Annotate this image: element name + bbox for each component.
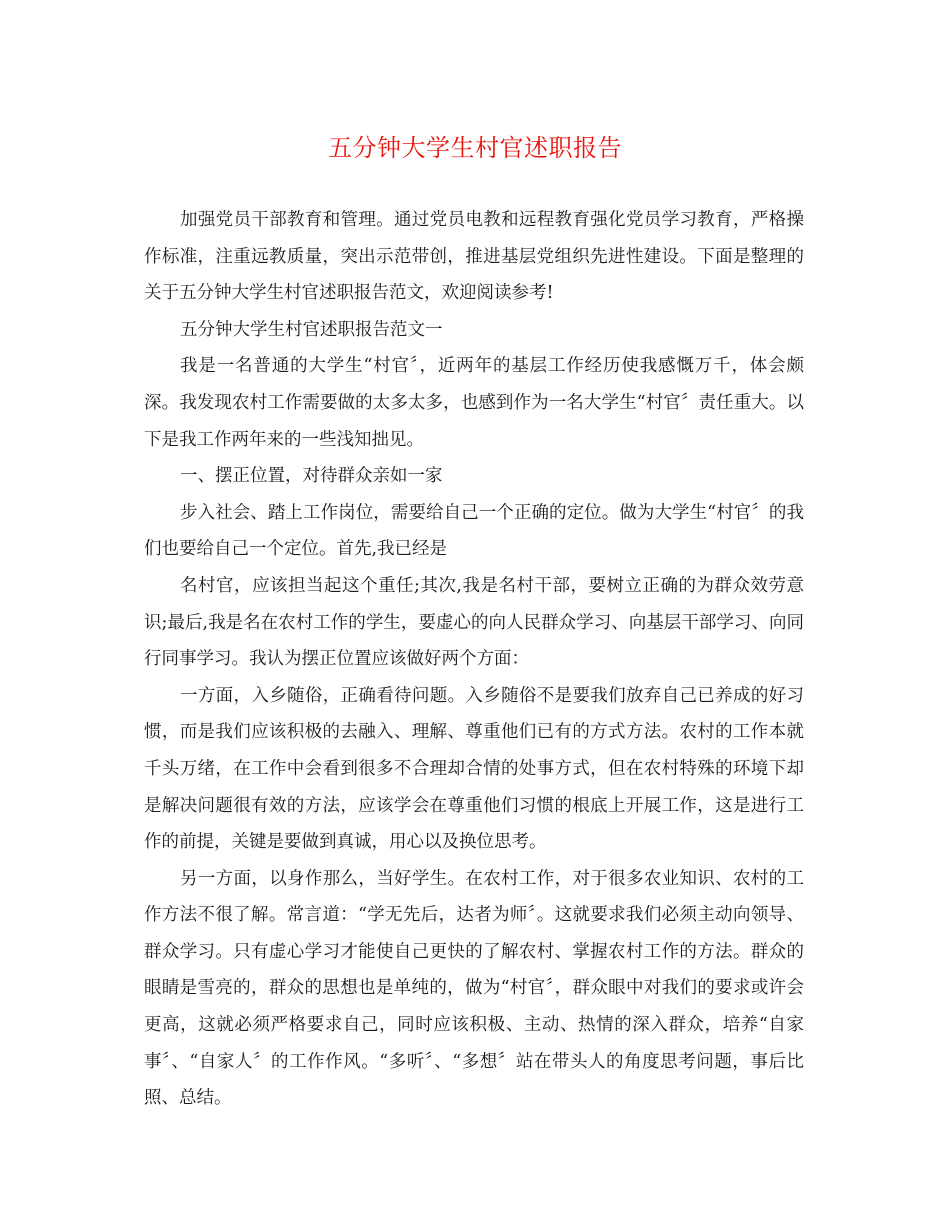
body-paragraph: 步入社会、踏上工作岗位，需要给自己一个正确的定位。做为大学生“村官〞的我们也要给自己一个定位。首先,我已经是	[144, 502, 804, 560]
intro-paragraph: 加强党员干部教育和管理。通过党员电教和远程教育强化党员学习教育，严格操作标准，注重远教质量，突出示范带创，推进基层党组织先进性建设。下面是整理的关于五分钟大学生村官述职报告范文，欢迎阅读参考!	[144, 210, 804, 304]
subsection-heading: 一、摆正位置，对待群众亲如一家	[180, 466, 443, 487]
section-heading: 五分钟大学生村官述职报告范文一	[180, 319, 443, 340]
document-body	[144, 202, 804, 1117]
body-paragraph: 一方面，入乡随俗，正确看待问题。入乡随俗不是要我们放弃自己已养成的好习惯，而是我们应该积极的去融入、理解、尊重他们已有的方式方法。农村的工作本就千头万绪，在工作中会看到很多不合理却合情的处事方式，但在农村特殊的环境下却是解决问题很有效的方法，应该学会在尊重他们习惯的根底上开展工作，这是进行工作的前提，关键是要做到真诚，用心以及换位思考。	[144, 685, 804, 853]
body-paragraph: 另一方面，以身作那么，当好学生。在农村工作，对于很多农业知识、农村的工作方法不很了解。常言道：“学无先后，达者为师〞。这就要求我们必须主动向领导、群众学习。只有虚心学习才能使自己更快的了解农村、掌握农村工作的方法。群众的眼睛是雪亮的，群众的思想也是单纯的，做为“村官〞，群众眼中对我们的要求或许会更高，这就必须严格要求自己，同时应该积极、主动、热情的深入群众，培养“自家事〞、“自家人〞的工作作风。“多听〞、“多想〞站在带头人的角度思考问题，事后比照、总结。	[144, 868, 804, 1109]
body-paragraph: 名村官，应该担当起这个重任;其次,我是名村干部，要树立正确的为群众效劳意识;最后,我是名在农村工作的学生，要虚心的向人民群众学习、向基层干部学习、向同行同事学习。我认为摆正位置应该做好两个方面：	[144, 575, 804, 670]
document-title: 五分钟大学生村官述职报告	[328, 134, 622, 162]
body-paragraph: 我是一名普通的大学生“村官〞，近两年的基层工作经历使我感慨万千，体会颇深。我发现农村工作需要做的太多太多，也感到作为一名大学生“村官〞责任重大。以下是我工作两年来的一些浅知拙见。	[144, 356, 804, 450]
